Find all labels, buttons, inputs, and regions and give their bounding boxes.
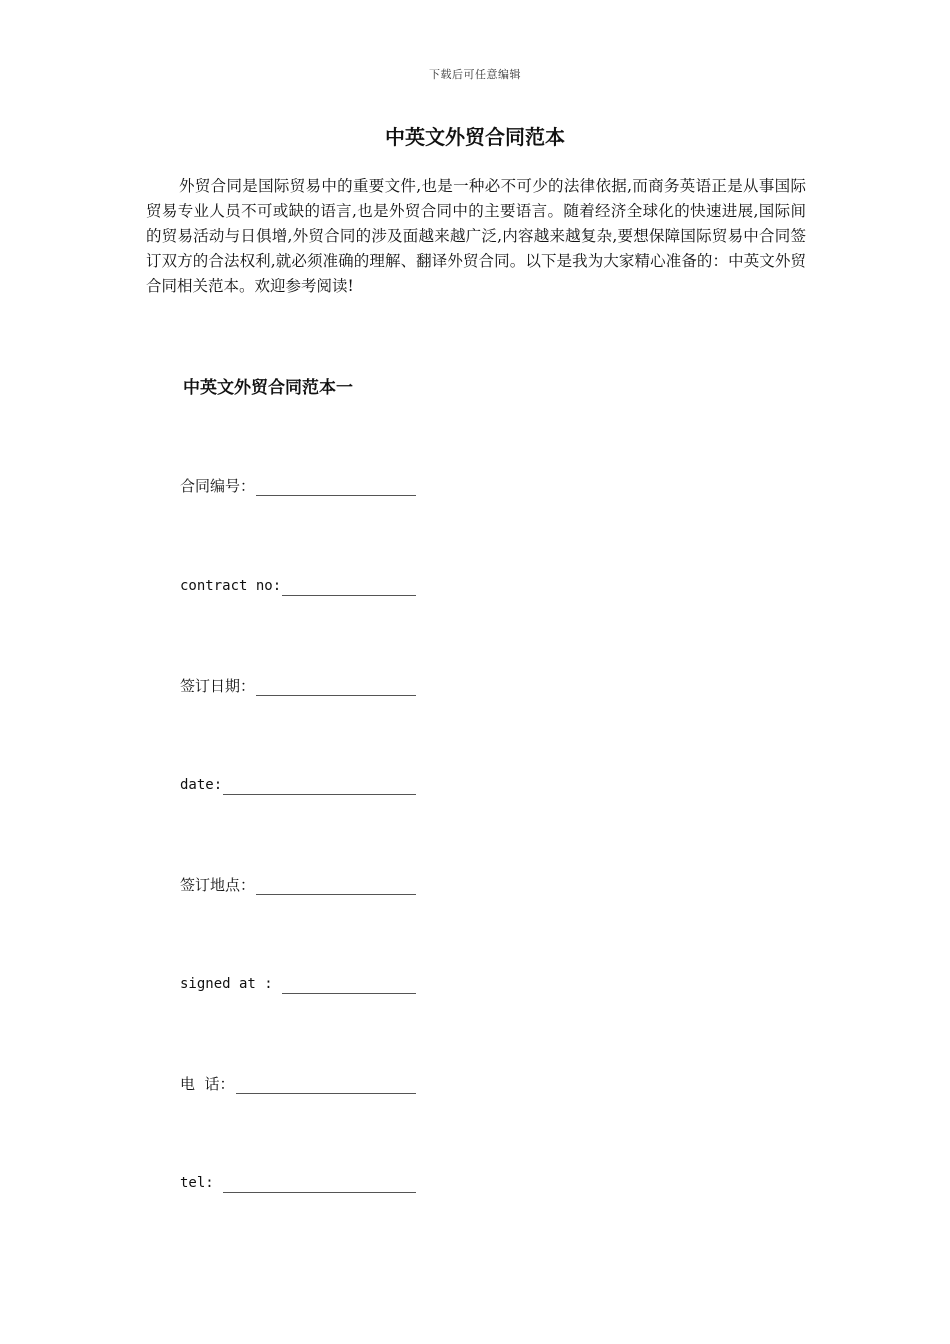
fill-in-blank bbox=[282, 580, 416, 596]
contract-number-field-en bbox=[180, 576, 416, 596]
field-label: 签订日期： bbox=[180, 677, 256, 695]
field-label: 电 话： bbox=[180, 1075, 235, 1093]
telephone-field-en bbox=[180, 1173, 416, 1193]
fill-in-blank bbox=[236, 1078, 416, 1094]
signing-place-field-en bbox=[180, 974, 416, 994]
fill-in-blank bbox=[256, 680, 416, 696]
signing-date-field-en bbox=[180, 775, 416, 795]
field-label: signed at : bbox=[180, 976, 282, 992]
field-label: 合同编号： bbox=[180, 477, 256, 495]
section-heading: 中英文外贸合同范本一 bbox=[183, 378, 353, 398]
page-header-note: 下载后可任意编辑 bbox=[429, 68, 521, 81]
telephone-field-cn bbox=[180, 1074, 416, 1094]
fill-in-blank bbox=[282, 978, 416, 994]
intro-paragraph: 外贸合同是国际贸易中的重要文件,也是一种必不可少的法律依据,而商务英语正是从事国际贸易专业人员不可或缺的语言,也是外贸合同中的主要语言。随着经济全球化的快速进展,国际间的贸易活动与日俱增,外贸合同的涉及面越来越广泛,内容越来越复杂,要想保障国际贸易中合同签订双方的合法权利,就必须准确的理解、翻译外贸合同。以下是我为大家精心准备的：中英文外贸合同相关范本。欢迎参考阅读! bbox=[146, 177, 806, 295]
fill-in-blank bbox=[256, 879, 416, 895]
field-label: contract no: bbox=[180, 578, 282, 594]
field-label: tel: bbox=[180, 1175, 223, 1191]
field-label: 签订地点： bbox=[180, 876, 256, 894]
fill-in-blank bbox=[256, 480, 416, 496]
signing-date-field-cn bbox=[180, 676, 416, 696]
signing-place-field-cn bbox=[180, 875, 416, 895]
fill-in-blank bbox=[223, 779, 416, 795]
field-label: date: bbox=[180, 777, 223, 793]
contract-number-field-cn bbox=[180, 476, 416, 496]
document-title: 中英文外贸合同范本 bbox=[385, 125, 565, 149]
fill-in-blank bbox=[223, 1177, 416, 1193]
